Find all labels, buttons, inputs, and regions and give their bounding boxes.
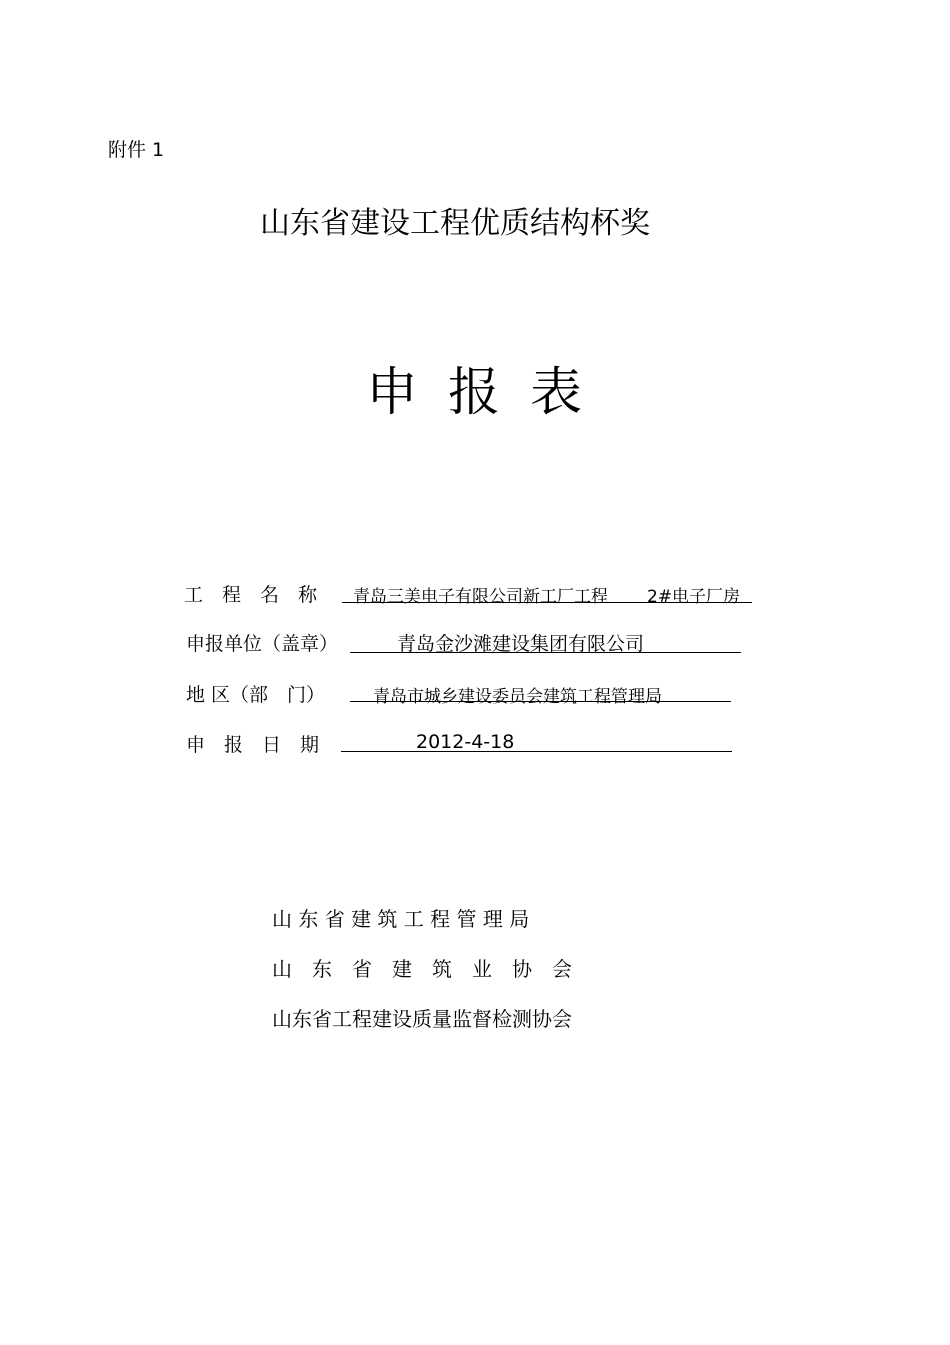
project-name-label: 工 程 名 称 bbox=[184, 584, 318, 606]
project-name-value-suffix: 2#电子厂房 bbox=[647, 587, 741, 607]
attachment-label: 附件 1 bbox=[108, 139, 165, 161]
applicant-underline bbox=[350, 652, 741, 653]
project-name-value: 青岛三美电子有限公司新工厂工程 bbox=[353, 587, 608, 607]
region-label: 地 区（部 门） bbox=[186, 684, 326, 706]
document-title: 山东省建设工程优质结构杯奖 bbox=[260, 206, 650, 241]
issuer-3: 山东省工程建设质量监督检测协会 bbox=[272, 1007, 572, 1031]
region-value: 青岛市城乡建设委员会建筑工程管理局 bbox=[373, 687, 662, 707]
applicant-label: 申报单位（盖章） bbox=[186, 633, 339, 655]
applicant-value: 青岛金沙滩建设集团有限公司 bbox=[397, 633, 645, 655]
issuer-2: 山 东 省 建 筑 业 协 会 bbox=[272, 957, 572, 981]
region-underline bbox=[350, 701, 731, 702]
date-value: 2012-4-18 bbox=[416, 731, 515, 753]
date-label: 申 报 日 期 bbox=[186, 734, 320, 756]
project-name-underline bbox=[342, 602, 752, 603]
form-title: 申报表 bbox=[366, 363, 613, 423]
date-underline bbox=[341, 751, 732, 752]
issuer-1: 山 东 省 建 筑 工 程 管 理 局 bbox=[272, 907, 530, 931]
